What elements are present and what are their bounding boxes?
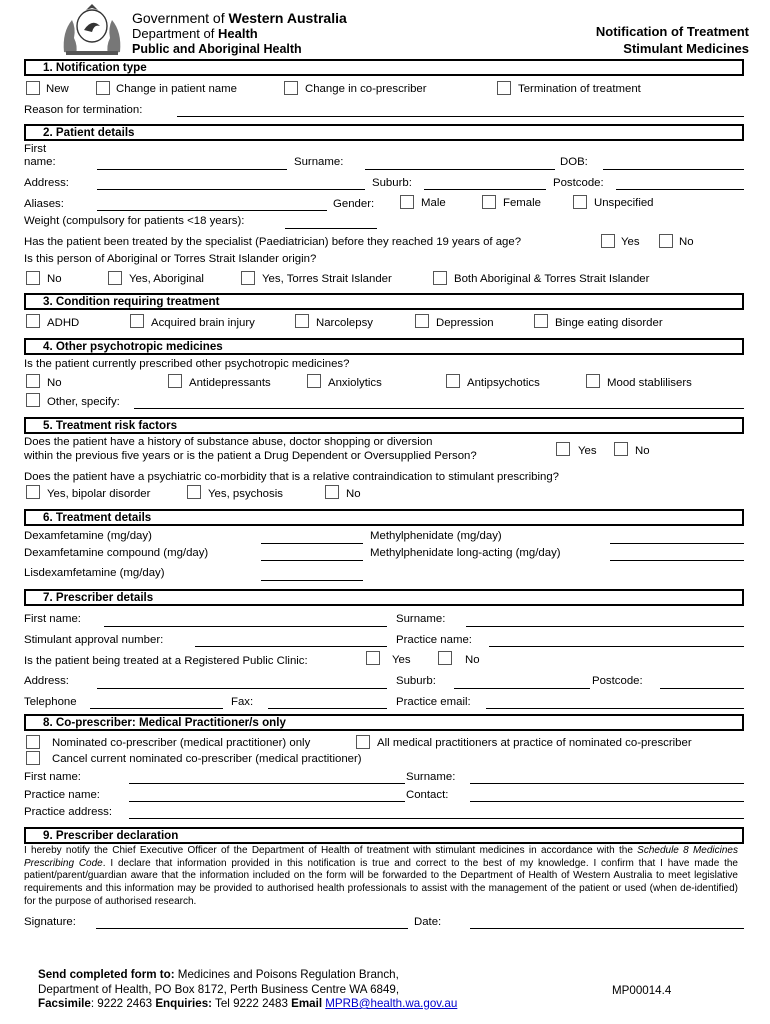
declaration-text: I hereby notify the Chief Executive Officer of the Department of Health of treatment with stimulant medicines in accordance with the Schedule 8 Medicines Prescribing Code. I declare that information provided in this notification is true and correct to the best of my knowledge. I confirm that I have made the patient/parent/guardian aware that the information included on the form will be forwarded to the Department of Health of Western Australia to meet legislative requirements and this information may be provided to authorised health professionals to assist with the management of the patient or used (when de-identified) for the purpose of authorised research. (24, 845, 738, 907)
section-patient-details: 2. Patient details (24, 124, 744, 141)
form-title-line2: Stimulant Medicines (623, 41, 749, 56)
gov-name: Government of Western Australia (132, 10, 347, 26)
unspecified-label: Unspecified (594, 197, 654, 209)
psychotropic-question: Is the patient currently prescribed other psychotropic medicines? (24, 358, 350, 370)
telephone-field[interactable] (90, 708, 223, 709)
methyl-la-field[interactable] (610, 560, 744, 561)
prescriber-suburb-field[interactable] (454, 688, 590, 689)
form-code: MP00014.4 (612, 984, 672, 997)
mood-stabilisers-label: Mood stablilisers (607, 377, 692, 389)
male-checkbox[interactable] (400, 195, 414, 209)
co-surname-field[interactable] (470, 783, 744, 784)
adhd-checkbox[interactable] (26, 314, 40, 328)
origin-aboriginal-checkbox[interactable] (108, 271, 122, 285)
co-first-name-label: First name: (24, 771, 81, 783)
origin-no-label: No (47, 273, 62, 285)
footer-email-link[interactable]: MPRB@health.wa.gov.au (325, 997, 458, 1010)
origin-both-checkbox[interactable] (433, 271, 447, 285)
prescriber-first-name-field[interactable] (104, 626, 387, 627)
acquired-brain-injury-label: Acquired brain injury (151, 317, 255, 329)
all-practitioners-checkbox[interactable] (356, 735, 370, 749)
termination-checkbox[interactable] (497, 81, 511, 95)
depression-label: Depression (436, 317, 494, 329)
change-patient-name-checkbox[interactable] (96, 81, 110, 95)
reason-termination-field[interactable] (177, 116, 744, 117)
nominated-co-prescriber-label: Nominated co-prescriber (medical practitioner) only (52, 737, 311, 749)
origin-tsi-checkbox[interactable] (241, 271, 255, 285)
section-co-prescriber: 8. Co-prescriber: Medical Practitioner/s only (24, 714, 744, 731)
origin-no-checkbox[interactable] (26, 271, 40, 285)
patient-postcode-field[interactable] (616, 189, 744, 190)
prescriber-address-field[interactable] (97, 688, 387, 689)
narcolepsy-label: Narcolepsy (316, 317, 373, 329)
prescriber-surname-label: Surname: (396, 613, 446, 625)
section-prescriber-details: 7. Prescriber details (24, 589, 744, 606)
anxiolytics-label: Anxiolytics (328, 377, 382, 389)
origin-both-label: Both Aboriginal & Torres Strait Islander (454, 273, 650, 285)
new-checkbox[interactable] (26, 81, 40, 95)
nominated-co-prescriber-checkbox[interactable] (26, 735, 40, 749)
patient-suburb-field[interactable] (424, 189, 546, 190)
other-specify-field[interactable] (134, 408, 744, 409)
section-notification-type: 1. Notification type (24, 59, 744, 76)
prescriber-first-name-label: First name: (24, 613, 81, 625)
bipolar-label: Yes, bipolar disorder (47, 488, 151, 500)
change-co-prescriber-label: Change in co-prescriber (305, 83, 427, 95)
all-practitioners-label: All medical practitioners at practice of nominated co-prescriber (377, 737, 692, 749)
change-co-prescriber-checkbox[interactable] (284, 81, 298, 95)
address-label: Address: (24, 177, 69, 189)
risk-q1-no-checkbox[interactable] (614, 442, 628, 456)
psychosis-checkbox[interactable] (187, 485, 201, 499)
first-name-label-b: name: (24, 156, 56, 168)
lisdex-field[interactable] (261, 580, 363, 581)
change-patient-name-label: Change in patient name (116, 83, 237, 95)
depression-checkbox[interactable] (415, 314, 429, 328)
section-declaration: 9. Prescriber declaration (24, 827, 744, 844)
cancel-co-prescriber-label: Cancel current nominated co-prescriber (medical practitioner) (52, 753, 362, 765)
form-title-line1: Notification of Treatment (595, 24, 749, 39)
lisdex-label: Lisdexamfetamine (mg/day) (24, 567, 165, 579)
adhd-label: ADHD (47, 317, 80, 329)
unspecified-checkbox[interactable] (573, 195, 587, 209)
dex-field[interactable] (261, 543, 363, 544)
co-surname-label: Surname: (406, 771, 456, 783)
origin-aboriginal-label: Yes, Aboriginal (129, 273, 204, 285)
co-first-name-field[interactable] (129, 783, 405, 784)
patient-weight-field[interactable] (285, 228, 377, 229)
risk-q1-yes-label: Yes (578, 445, 597, 457)
public-clinic-question: Is the patient being treated at a Registered Public Clinic: (24, 655, 308, 667)
mood-stabilisers-checkbox[interactable] (586, 374, 600, 388)
fax-field[interactable] (268, 708, 387, 709)
psy-no-label: No (47, 377, 62, 389)
patient-first-name-field[interactable] (97, 169, 287, 170)
risk-q1-line1: Does the patient have a history of substance abuse, doctor shopping or diversion (24, 436, 433, 448)
patient-aliases-field[interactable] (97, 210, 327, 211)
risk-q2: Does the patient have a psychiatric co-morbidity that is a relative contraindication to stimulant prescribing? (24, 471, 559, 483)
dex-label: Dexamfetamine (mg/day) (24, 530, 152, 542)
prescriber-suburb-label: Suburb: (396, 675, 436, 687)
signature-label: Signature: (24, 916, 76, 928)
suburb-label: Suburb: (372, 177, 412, 189)
co-practice-address-label: Practice address: (24, 806, 112, 818)
signature-field[interactable] (96, 928, 408, 929)
aliases-label: Aliases: (24, 198, 64, 210)
section-treatment-details: 6. Treatment details (24, 509, 744, 526)
practice-email-field[interactable] (486, 708, 744, 709)
surname-label: Surname: (294, 156, 344, 168)
risk-q1-no-label: No (635, 445, 650, 457)
co-contact-field[interactable] (470, 801, 744, 802)
dex-comp-label: Dexamfetamine compound (mg/day) (24, 547, 209, 559)
prescriber-address-label: Address: (24, 675, 69, 687)
co-practice-name-label: Practice name: (24, 789, 100, 801)
specialist-no-label: No (679, 236, 694, 248)
gender-label: Gender: (333, 198, 375, 210)
prescriber-postcode-field[interactable] (660, 688, 744, 689)
methyl-la-label: Methylphenidate long-acting (mg/day) (370, 547, 561, 559)
other-specify-label: Other, specify: (47, 396, 120, 408)
risk-q2-no-label: No (346, 488, 361, 500)
clinic-yes-label: Yes (392, 654, 411, 666)
clinic-no-checkbox[interactable] (438, 651, 452, 665)
specialist-yes-label: Yes (621, 236, 640, 248)
co-practice-name-field[interactable] (129, 801, 405, 802)
section-risk-factors: 5. Treatment risk factors (24, 417, 744, 434)
risk-q1-yes-checkbox[interactable] (556, 442, 570, 456)
binge-eating-label: Binge eating disorder (555, 317, 663, 329)
footer-address: Department of Health, PO Box 8172, Perth Business Centre WA 6849, (38, 983, 400, 996)
prescriber-surname-field[interactable] (466, 626, 744, 627)
dob-label: DOB: (560, 156, 588, 168)
practice-name-field[interactable] (489, 646, 744, 647)
practice-email-label: Practice email: (396, 696, 471, 708)
section-other-psychotropics: 4. Other psychotropic medicines (24, 338, 744, 355)
telephone-label: Telephone (24, 696, 77, 708)
anxiolytics-checkbox[interactable] (307, 374, 321, 388)
female-checkbox[interactable] (482, 195, 496, 209)
psychosis-label: Yes, psychosis (208, 488, 283, 500)
date-field[interactable] (470, 928, 744, 929)
weight-label: Weight (compulsory for patients <18 years): (24, 215, 245, 227)
approval-number-label: Stimulant approval number: (24, 634, 164, 646)
practice-name-label: Practice name: (396, 634, 472, 646)
division-name: Public and Aboriginal Health (132, 42, 302, 56)
antidepressants-label: Antidepressants (189, 377, 271, 389)
date-label: Date: (414, 916, 442, 928)
wa-crest-logo (58, 2, 126, 58)
footer-contact-line: Facsimile: 9222 2463 Enquiries: Tel 9222 2483 Email MPRB@health.wa.gov.au (38, 997, 458, 1010)
antipsychotics-checkbox[interactable] (446, 374, 460, 388)
reason-termination-label: Reason for termination: (24, 104, 143, 116)
patient-address-field[interactable] (97, 189, 365, 190)
termination-label: Termination of treatment (518, 83, 641, 95)
antipsychotics-label: Antipsychotics (467, 377, 540, 389)
methyl-field[interactable] (610, 543, 744, 544)
first-name-label-a: First (24, 143, 47, 155)
patient-surname-field[interactable] (365, 169, 555, 170)
bipolar-checkbox[interactable] (26, 485, 40, 499)
footer-send-line: Send completed form to: Medicines and Poisons Regulation Branch, (38, 968, 399, 981)
clinic-yes-checkbox[interactable] (366, 651, 380, 665)
section-condition: 3. Condition requiring treatment (24, 293, 744, 310)
new-label: New (46, 83, 69, 95)
cancel-co-prescriber-checkbox[interactable] (26, 751, 40, 765)
dept-name: Department of Health (132, 26, 258, 41)
prescriber-postcode-label: Postcode: (592, 675, 643, 687)
acquired-brain-injury-checkbox[interactable] (130, 314, 144, 328)
fax-label: Fax: (231, 696, 254, 708)
psy-no-checkbox[interactable] (26, 374, 40, 388)
approval-number-field[interactable] (195, 646, 387, 647)
female-label: Female (503, 197, 541, 209)
clinic-no-label: No (465, 654, 480, 666)
methyl-label: Methylphenidate (mg/day) (370, 530, 502, 542)
dex-comp-field[interactable] (261, 560, 363, 561)
co-contact-label: Contact: (406, 789, 449, 801)
origin-question: Is this person of Aboriginal or Torres Strait Islander origin? (24, 253, 317, 265)
other-specify-checkbox[interactable] (26, 393, 40, 407)
postcode-label: Postcode: (553, 177, 604, 189)
patient-dob-field[interactable] (603, 169, 744, 170)
specialist-question: Has the patient been treated by the specialist (Paediatrician) before they reached 19 years of age? (24, 236, 522, 248)
origin-tsi-label: Yes, Torres Strait Islander (262, 273, 392, 285)
narcolepsy-checkbox[interactable] (295, 314, 309, 328)
binge-eating-checkbox[interactable] (534, 314, 548, 328)
antidepressants-checkbox[interactable] (168, 374, 182, 388)
co-practice-address-field[interactable] (129, 818, 744, 819)
specialist-yes-checkbox[interactable] (601, 234, 615, 248)
specialist-no-checkbox[interactable] (659, 234, 673, 248)
risk-q2-no-checkbox[interactable] (325, 485, 339, 499)
risk-q1-line2: within the previous five years or is the patient a Drug Dependent or Oversupplied Person? (24, 450, 477, 462)
male-label: Male (421, 197, 446, 209)
